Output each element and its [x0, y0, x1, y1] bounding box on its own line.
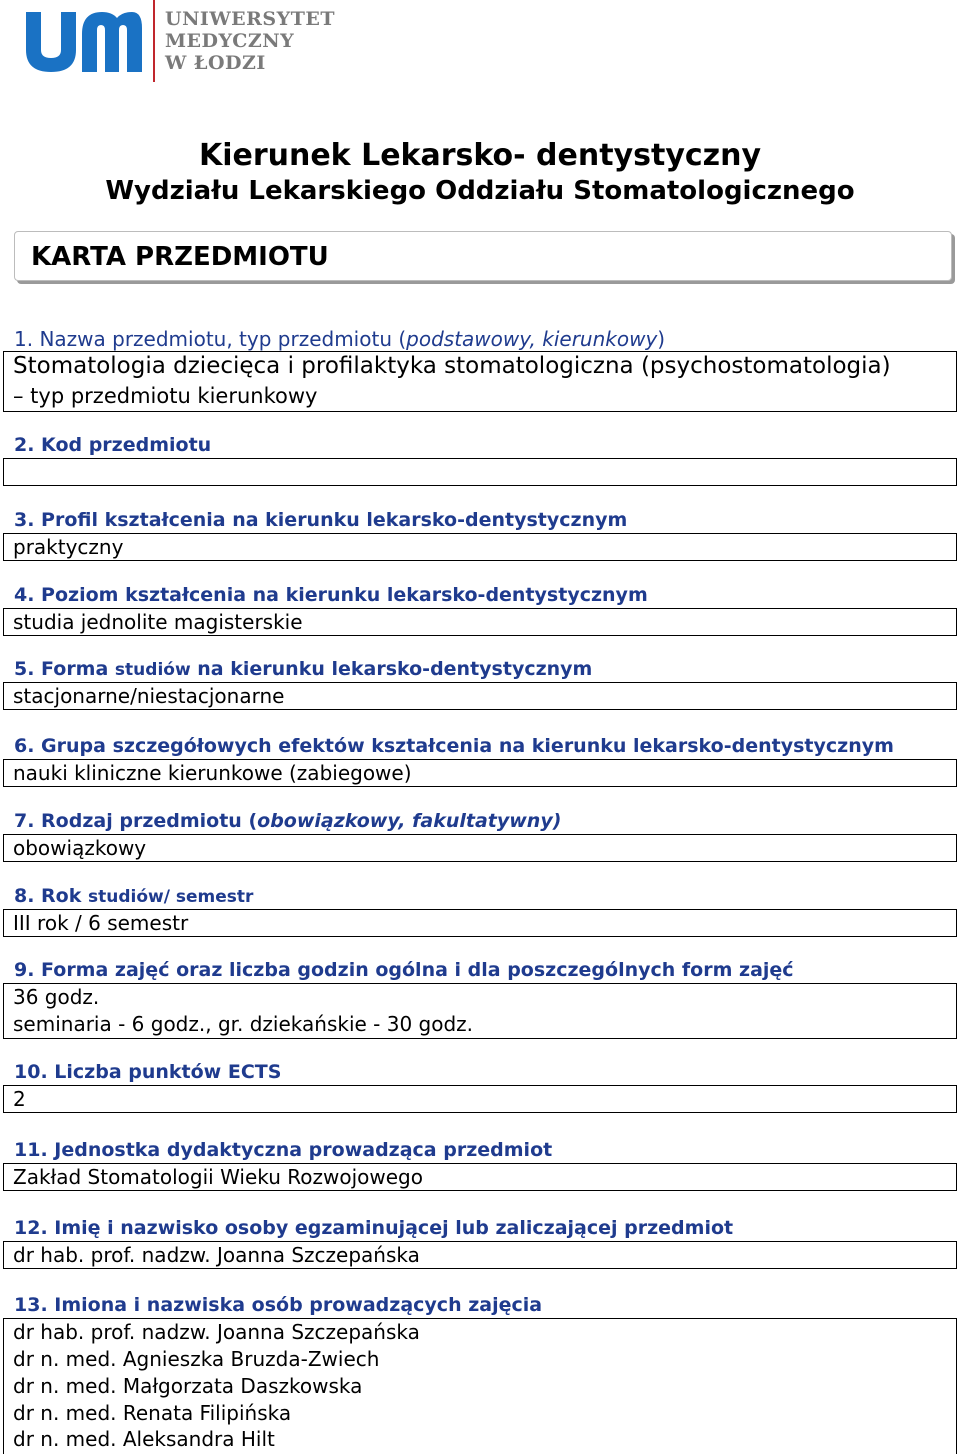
page-subtitle: Wydziału Lekarskiego Oddziału Stomatologicznego — [105, 176, 855, 206]
section-13-person: dr n. med. Małgorzata Daszkowska — [13, 1374, 363, 1398]
section-1-label-suffix: ) — [657, 327, 666, 351]
section-13-label: 13. Imiona i nazwiska osób prowadzących zajęcia — [14, 1294, 543, 1316]
section-9-value-total: 36 godz. — [13, 985, 100, 1009]
section-5-label-a: 5. Forma — [14, 658, 115, 680]
university-logo — [26, 0, 346, 82]
logo-line-2: MEDYCZNY — [165, 30, 295, 52]
section-10-box — [3, 1085, 957, 1113]
section-11-value: Zakład Stomatologii Wieku Rozwojowego — [13, 1165, 423, 1189]
section-5-label-b: na kierunku lekarsko-dentystycznym — [190, 658, 593, 680]
section-3-box — [3, 533, 957, 561]
section-9-value-breakdown: seminaria - 6 godz., gr. dziekańskie - 30 godz. — [13, 1012, 474, 1036]
logo-wordmark — [165, 8, 335, 74]
section-2-label: 2. Kod przedmiotu — [14, 434, 212, 456]
section-8-label — [14, 885, 253, 907]
section-5-value: stacjonarne/niestacjonarne — [13, 684, 285, 708]
section-11-label: 11. Jednostka dydaktyczna prowadząca przedmiot — [14, 1139, 553, 1161]
section-1-label-prefix: 1. Nazwa przedmiotu, typ przedmiotu ( — [14, 327, 407, 351]
section-10-label: 10. Liczba punktów ECTS — [14, 1061, 282, 1083]
section-8-label-small: studiów/ semestr — [88, 887, 254, 907]
section-1-value-name: Stomatologia dziecięca i profilaktyka stomatologiczna (psychostomatologia) — [13, 353, 891, 379]
section-1-label-italic: podstawowy, kierunkowy — [406, 327, 658, 351]
card-title-box — [14, 231, 952, 281]
section-8-label-a: 8. Rok — [14, 885, 88, 907]
section-7-label — [14, 810, 561, 832]
section-10-value: 2 — [13, 1087, 26, 1111]
logo-separator — [153, 0, 155, 82]
section-12-label: 12. Imię i nazwisko osoby egzaminującej lub zaliczającej przedmiot — [14, 1217, 734, 1239]
um-logo-icon — [26, 12, 142, 72]
logo-line-3: W ŁODZI — [165, 52, 266, 74]
section-1-value-type: – typ przedmiotu kierunkowy — [13, 384, 318, 408]
section-3-label: 3. Profil kształcenia na kierunku lekarsko-dentystycznym — [14, 509, 628, 531]
section-6-value: nauki kliniczne kierunkowe (zabiegowe) — [13, 761, 412, 785]
section-7-label-a: 7. Rodzaj przedmiotu ( — [14, 810, 258, 832]
logo-line-1: UNIWERSYTET — [165, 8, 335, 30]
section-7-value: obowiązkowy — [13, 836, 147, 860]
section-5-label — [14, 658, 592, 680]
section-13-person: dr n. med. Agnieszka Bruzda-Zwiech — [13, 1347, 380, 1371]
section-4-label: 4. Poziom kształcenia na kierunku lekarsko-dentystycznym — [14, 584, 648, 606]
section-1-label — [14, 327, 665, 351]
section-4-value: studia jednolite magisterskie — [13, 610, 303, 634]
section-8-value: III rok / 6 semestr — [13, 911, 189, 935]
section-2-box — [3, 458, 957, 486]
card-title: KARTA PRZEDMIOTU — [31, 242, 329, 272]
section-6-label: 6. Grupa szczegółowych efektów kształcenia na kierunku lekarsko-dentystycznym — [14, 735, 894, 757]
section-7-label-italic: obowiązkowy, fakultatywny) — [257, 810, 562, 832]
section-5-label-small: studiów — [114, 660, 191, 680]
section-13-person: dr n. med. Renata Filipińska — [13, 1401, 292, 1425]
section-3-value: praktyczny — [13, 535, 124, 559]
section-13-person: dr n. med. Aleksandra Hilt — [13, 1427, 275, 1451]
section-9-label: 9. Forma zajęć oraz liczba godzin ogólna i dla poszczególnych form zajęć — [14, 959, 794, 981]
page-title: Kierunek Lekarsko- dentystyczny — [198, 138, 762, 173]
section-13-person: dr hab. prof. nadzw. Joanna Szczepańska — [13, 1320, 420, 1344]
section-12-value: dr hab. prof. nadzw. Joanna Szczepańska — [13, 1243, 420, 1267]
